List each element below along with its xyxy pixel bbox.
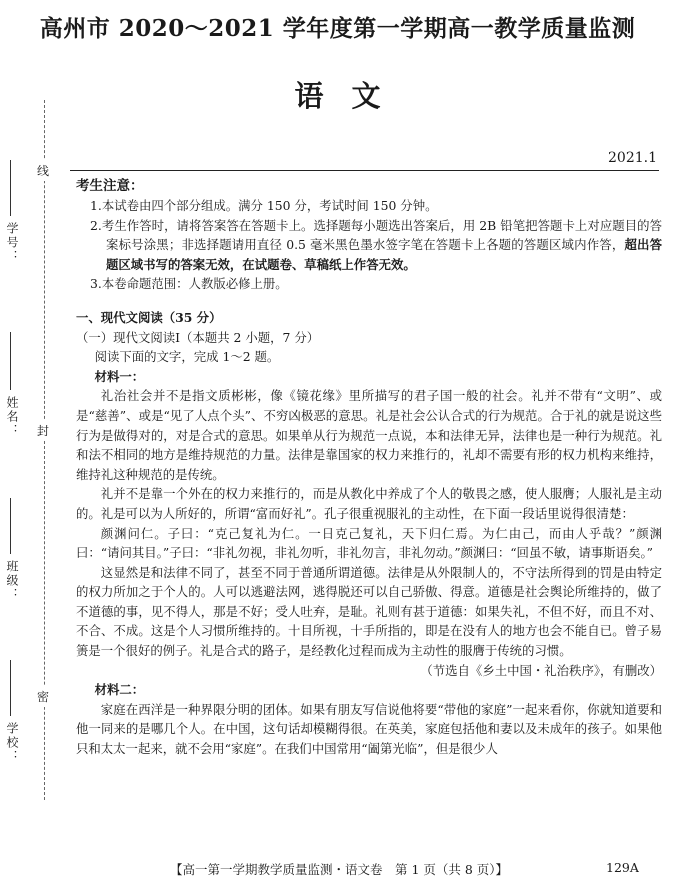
material1-label: 材料一： <box>94 368 145 384</box>
name-label: 姓名： <box>5 396 19 438</box>
material2-paragraph: 家庭在西洋是一种界限分明的团体。如果有朋友写信说他将要“带他的家庭”一起来看你，你就知道要和他一同来的是哪几个人。在中国，这句话却模糊得很。在英美，家庭包括他和妻以及未成年的孩子。如果他只和太太一起来，就不会用“家庭”。在我们中国常用“阖第光临”，但是很少人 <box>76 701 662 757</box>
name-field[interactable] <box>10 332 29 390</box>
school-label: 学校： <box>5 722 19 764</box>
notice-heading: 考生注意： <box>76 178 144 194</box>
footer-paper-code: 129A <box>606 860 639 875</box>
material1-paragraph-2: 礼并不是靠一个外在的权力来推行的，而是从教化中养成了个人的敬畏之感，使人服膺；人服礼是主动的。礼是可以为人所好的，所谓“富而好礼”。孔子很重视服礼的主动性，在下面一段话里说得很清楚： <box>76 486 662 521</box>
material1-source: （节选自《乡土中国・礼治秩序》，有删改） <box>420 662 662 678</box>
subject-title: 语文 <box>294 79 409 113</box>
notice-item-2-text: 2.考生作答时，请将答案答在答题卡上。选择题每小题选出答案后，用 2B 铅笔把答题卡上对应题目的答案标号涂黑；非选择题请用直径 0.5 毫米黑色墨水签字笔在答题卡上各题的答题区域内作答， <box>90 217 662 253</box>
notice-item-1: 1.本试卷由四个部分组成。满分 150 分，考试时间 150 分钟。 <box>90 198 438 213</box>
school-field[interactable] <box>10 660 29 716</box>
section-heading: 一、现代文阅读（35 分） <box>76 309 222 325</box>
material1-paragraph-3: 颜渊问仁。子曰：“克己复礼为仁。一日克己复礼，天下归仁焉。为仁由己，而由人乎哉？”颜渊曰：“请问其目。”子曰：“非礼勿视，非礼勿听，非礼勿言，非礼勿动。”颜渊曰：“回虽不敏，请事斯语矣。” <box>76 525 662 561</box>
notice-item-3: 3.本卷命题范围：人教版必修上册。 <box>90 276 288 292</box>
notice-item-2 <box>76 216 662 275</box>
seal-char-seal: 封 <box>37 420 49 441</box>
material2-label: 材料二： <box>94 682 145 698</box>
student-id-label: 学号： <box>5 222 19 264</box>
seal-char-line: 线 <box>37 160 49 181</box>
exam-body <box>76 176 662 759</box>
exam-date: 2021.1 <box>608 150 657 166</box>
notice-item-2-bold: 超出答题区域书写的答案无效，在试题卷、草稿纸上作答无效。 <box>106 237 662 272</box>
student-id-field[interactable] <box>10 160 29 216</box>
header-rule <box>70 170 659 171</box>
seal-char-secret: 密 <box>37 686 49 707</box>
exam-title: 高州市 2020～2021 学年度第一学期高一教学质量监测 <box>39 15 636 42</box>
material1-paragraph-1: 礼治社会并不是指文质彬彬，像《镜花缘》里所描写的君子国一般的社会。礼并不带有“文明”、或是“慈善”、或是“见了人点个头”、不穷凶极恶的意思。礼是社会公认合式的行为规范。合于礼的就是说这些行为是做得对的，对是合式的意思。如果单从行为规范一点说，本和法律无异，法律也是一种行为规范。礼和法不相同的地方是维持规范的力量。法律是靠国家的权力来推行的，礼却不需要有形的权力机构来维持，维持礼这种规范的是传统。 <box>76 388 662 482</box>
section-subheading: （一）现代文阅读Ⅰ（本题共 2 小题，7 分） <box>76 329 320 345</box>
footer-page-info: 【高一第一学期教学质量监测・语文卷 第 1 页（共 8 页）】 <box>170 862 509 877</box>
class-field[interactable] <box>10 498 29 554</box>
reading-instruction: 阅读下面的文字，完成 1～2 题。 <box>94 349 280 365</box>
class-label: 班级： <box>5 560 19 602</box>
material1-paragraph-4: 这显然是和法律不同了，甚至不同于普通所谓道德。法律是从外限制人的，不守法所得到的罚是由特定的权力所加之于个人的。人可以逃避法网，逃得脱还可以自己骄傲、得意。道德是社会舆论所维持的，做了不道德的事，见不得人，那是不好；受人吐弃，是耻。礼则有甚于道德：如果失礼，不但不好，而且不对、不合、不成。这是个人习惯所维持的。十目所视，十手所指的，即是在没有人的地方也会不能自已。曾子易箦是一个很好的例子。礼是合式的路子，是经教化过程而成为主动性的服膺于传统的习惯。 <box>76 564 662 659</box>
